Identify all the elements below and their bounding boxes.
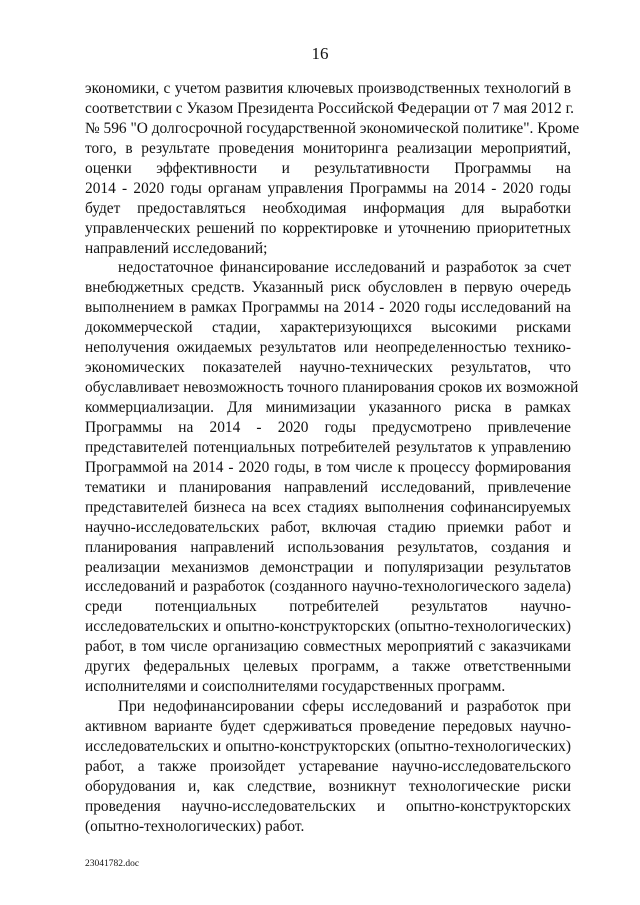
text-line: обуславливает невозможность точного планирования сроков их возможной	[85, 379, 579, 397]
text-line: других федеральных целевых программ, а также ответственными	[85, 658, 571, 676]
text-line: исследований и разработок (созданного научно-технологического задела)	[85, 578, 571, 596]
text-line: будет предоставляться необходимая информация для выработки	[85, 199, 571, 217]
text-line: докоммерческой стадии, характеризующихся высокими рисками	[85, 319, 571, 337]
text-line: Программы на 2014 - 2020 годы предусмотрено привлечение	[85, 418, 571, 436]
text-line: исполнителями и соисполнителями государственных программ.	[85, 678, 506, 696]
text-line: Программой на 2014 - 2020 годы, в том числе к процессу формирования	[85, 458, 571, 476]
text-line: 2014 - 2020 годы органам управления Программы на 2014 - 2020 годы	[85, 179, 571, 197]
text-line: недостаточное финансирование исследований и разработок за счет	[118, 259, 571, 277]
body-text	[85, 79, 580, 837]
file-name-footer: 23041782.doc	[85, 859, 140, 869]
text-line: оборудования и, как следствие, возникнут технологические риски	[85, 777, 571, 795]
text-line: № 596 "О долгосрочной государственной экономической политике". Кроме	[85, 119, 580, 137]
text-line: планирования направлений использования результатов, создания и	[85, 538, 571, 556]
text-line: исследовательских и опытно-конструкторских (опытно-технологических)	[85, 737, 571, 755]
text-line: соответствии с Указом Президента Российской Федерации от 7 мая 2012 г.	[85, 99, 575, 117]
page-number: 16	[311, 44, 329, 63]
text-line: среди потенциальных потребителей результатов научно-	[85, 598, 571, 616]
text-line: направлений исследований;	[85, 239, 268, 257]
text-line: экономики, с учетом развития ключевых производственных технологий в	[85, 80, 571, 97]
text-line: активном варианте будет сдерживаться проведение передовых научно-	[85, 718, 571, 735]
text-line: выполнением в рамках Программы на 2014 - 2020 годы исследований на	[85, 299, 571, 317]
text-line: того, в результате проведения мониторинга реализации мероприятий,	[85, 139, 571, 157]
text-line: (опытно-технологических) работ.	[85, 817, 305, 835]
text-line: научно-исследовательских работ, включая стадию приемки работ и	[85, 518, 571, 536]
text-line: исследовательских и опытно-конструкторских (опытно-технологических)	[85, 618, 571, 636]
text-line: работ, а также произойдет устаревание научно-исследовательского	[85, 757, 571, 775]
text-line: представителей бизнеса на всех стадиях выполнения софинансируемых	[85, 498, 571, 516]
paragraph	[85, 258, 579, 697]
text-line: тематики и планирования направлений исследований, привлечение	[85, 478, 571, 496]
text-line: неполучения ожидаемых результатов или неопределенностью технико-	[85, 339, 571, 357]
paragraph	[85, 697, 571, 837]
text-line: работ, в том числе организацию совместных мероприятий с заказчиками	[85, 638, 571, 656]
text-line: внебюджетных средств. Указанный риск обусловлен в первую очередь	[85, 279, 571, 297]
text-line: реализации механизмов демонстрации и популяризации результатов	[85, 558, 571, 576]
text-line: проведения научно-исследовательских и опытно-конструкторских	[85, 797, 571, 815]
text-line: экономических показателей научно-технических результатов, что	[85, 359, 571, 377]
text-line: представителей потенциальных потребителей результатов к управлению	[85, 438, 571, 456]
text-line: оценки эффективности и результативности Программы на	[85, 159, 571, 177]
paragraph	[85, 79, 580, 258]
text-line: коммерциализации. Для минимизации указанного риска в рамках	[85, 399, 571, 416]
text-line: При недофинансировании сферы исследований и разработок при	[118, 698, 571, 716]
text-line: управленческих решений по корректировке и уточнению приоритетных	[85, 219, 571, 237]
